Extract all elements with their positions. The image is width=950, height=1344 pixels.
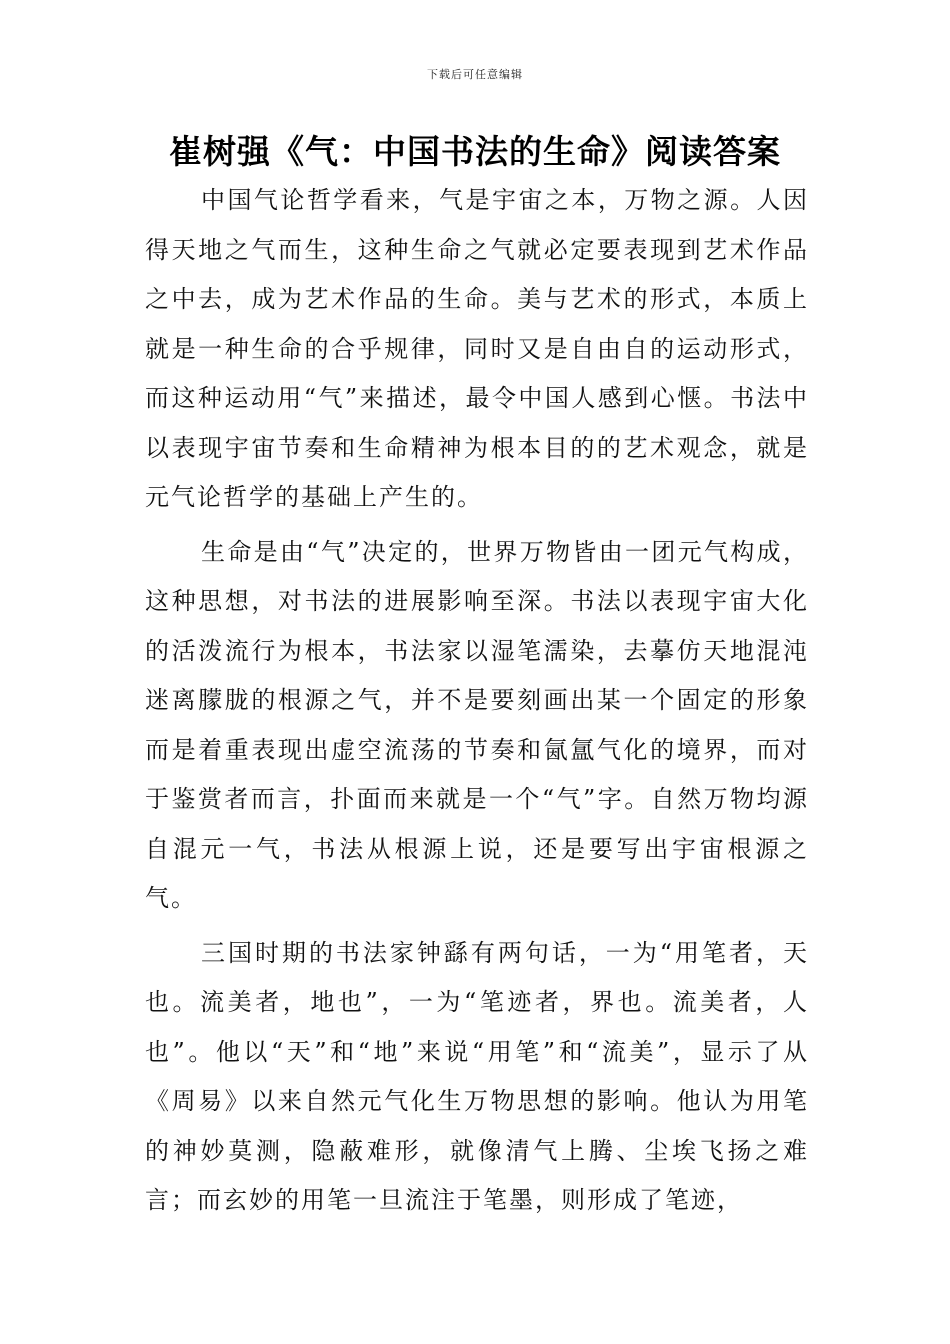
paragraph: 生命是由“气”决定的，世界万物皆由一团元气构成，这种思想，对书法的进展影响至深。书法以表现宇宙大化的活泼流行为根本，书法家以湿笔濡染，去摹仿天地混沌迷离朦胧的根源之气，并不是要刻画出某一个固定的形象而是着重表现出虚空流荡的节奏和氤氲气化的境界，而对于鉴赏者而言，扑面而来就是一个“气”字。自然万物均源自混元一气，书法从根源上说，还是要写出宇宙根源之气。	[145, 537, 809, 912]
header-note: 下载后可任意编辑	[427, 68, 523, 81]
document-title: 崔树强《气：中国书法的生命》阅读答案	[169, 132, 781, 171]
document-body	[145, 176, 809, 1231]
paragraph: 三国时期的书法家钟繇有两句话，一为“用笔者，天也。流美者，地也”，一为“笔迹者，界也。流美者，人也”。他以“天”和“地”来说“用笔”和“流美”，显示了从《周易》以来自然元气化生万物思想的影响。他认为用笔的神妙莫测，隐蔽难形，就像清气上腾、尘埃飞扬之难言；而玄妙的用笔一旦流注于笔墨，则形成了笔迹，	[145, 938, 809, 1214]
paragraph: 中国气论哲学看来，气是宇宙之本，万物之源。人因得天地之气而生，这种生命之气就必定要表现到艺术作品之中去，成为艺术作品的生命。美与艺术的形式，本质上就是一种生命的合乎规律，同时又是自由自的运动形式，而这种运动用“气”来描述，最令中国人感到心惬。书法中以表现宇宙节奏和生命精神为根本目的的艺术观念，就是元气论哲学的基础上产生的。	[145, 186, 809, 511]
